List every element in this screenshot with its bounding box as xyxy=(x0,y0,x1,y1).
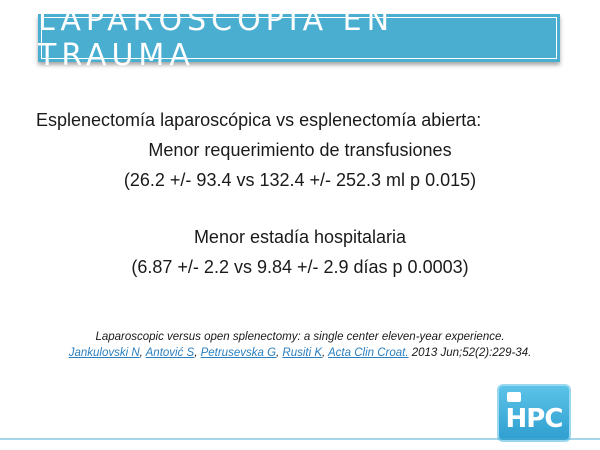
author-link[interactable]: Jankulovski N xyxy=(68,347,140,359)
author-link[interactable]: Petrusevska G xyxy=(200,347,277,359)
finding-transfusion-stats: (26.2 +/- 93.4 vs 132.4 +/- 252.3 ml p 0.015) xyxy=(123,170,477,190)
author-link[interactable]: Antović S xyxy=(145,347,195,359)
finding-stay: Menor estadía hospitalaria xyxy=(193,227,407,247)
finding-transfusion: Menor requerimiento de transfusiones xyxy=(148,140,452,160)
finding-stay-stats: (6.87 +/- 2.2 vs 9.84 +/- 2.9 días p 0.0003) xyxy=(131,257,469,277)
citation-authors-line: Jankulovski N, Antović S, Petrusevska G, Rusiti K, Acta Clin Croat. 2013 Jun;52(2):229-34. xyxy=(68,347,532,359)
comparison-heading: Esplenectomía laparoscópica vs esplenectomía abierta: xyxy=(36,110,482,130)
slide-title: LAPAROSCOPIA EN TRAUMA xyxy=(38,3,395,73)
title-banner xyxy=(38,3,560,73)
journal-link[interactable]: Acta Clin Croat. xyxy=(328,347,409,359)
logo-mark-icon xyxy=(507,392,521,402)
bottom-divider xyxy=(0,438,600,440)
citation-details: 2013 Jun;52(2):229-34. xyxy=(411,347,532,359)
logo-text: HPC xyxy=(505,404,563,434)
citation xyxy=(0,329,600,361)
author-link[interactable]: Rusiti K xyxy=(282,347,323,359)
citation-title: Laparoscopic versus open splenectomy: a single center eleven-year experience. xyxy=(95,331,505,343)
hpc-logo xyxy=(497,384,571,442)
